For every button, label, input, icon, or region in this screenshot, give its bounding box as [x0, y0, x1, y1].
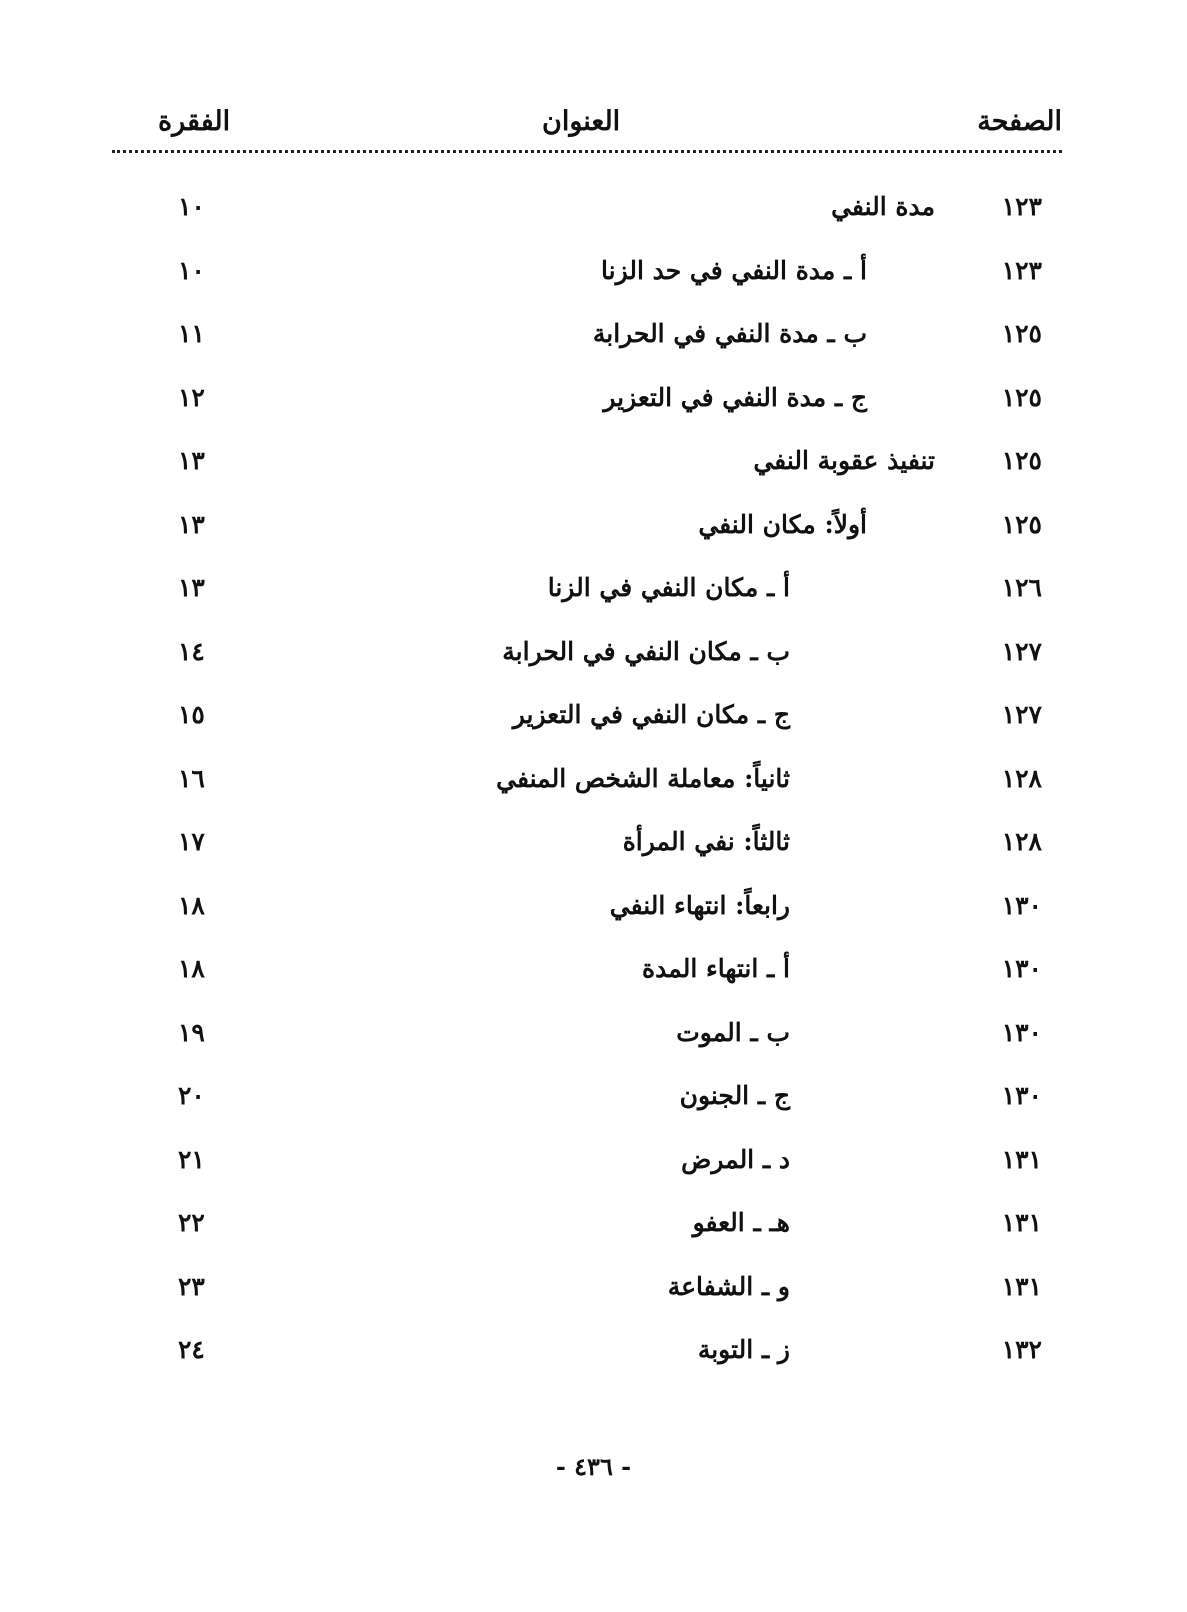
row-paragraph-number: ١٠: [178, 192, 205, 221]
row-title: مدة النفي: [831, 192, 935, 221]
contents-row: [112, 754, 1062, 818]
row-page-number: ١٢٥: [1001, 446, 1042, 475]
row-page-number: ١٢٣: [1001, 192, 1042, 221]
row-title: ب ـ مدة النفي في الحرابة: [592, 319, 867, 348]
row-page-number: ١٢٥: [1001, 382, 1042, 412]
header-page-label: الصفحة: [977, 106, 1062, 137]
row-page-number: ١٢٥: [1001, 509, 1042, 539]
row-page-number: ١٣٠: [1001, 890, 1042, 920]
contents-row: [112, 563, 1062, 627]
header-title-label: العنوان: [542, 106, 621, 137]
row-paragraph-number: ١٣: [178, 446, 205, 475]
row-title: هـ ـ العفو: [692, 1208, 790, 1237]
row-paragraph-number: ١٨: [178, 954, 205, 983]
row-title: ز ـ التوبة: [697, 1335, 790, 1364]
row-paragraph-number: ٢٢: [178, 1208, 205, 1237]
row-page-number: ١٢٣: [1001, 255, 1042, 285]
row-title: و ـ الشفاعة: [667, 1271, 790, 1301]
table-header: [112, 106, 1062, 150]
row-title: د ـ المرض: [681, 1144, 790, 1174]
row-title: ب ـ الموت: [676, 1017, 790, 1047]
row-paragraph-number: ١٥: [178, 700, 205, 729]
row-page-number: ١٢٥: [1001, 319, 1042, 348]
row-title: أ ـ مدة النفي في حد الزنا: [601, 255, 867, 285]
row-page-number: ١٢٦: [1001, 573, 1042, 602]
header-paragraph-label: الفقرة: [158, 106, 231, 137]
contents-row: [112, 373, 1062, 437]
row-title: ب ـ مكان النفي في الحرابة: [502, 636, 790, 666]
contents-row: [112, 246, 1062, 310]
row-paragraph-number: ١٣: [178, 573, 205, 602]
row-title: رابعاً: انتهاء النفي: [609, 890, 790, 920]
row-paragraph-number: ٢٠: [178, 1081, 205, 1110]
row-paragraph-number: ١١: [178, 319, 205, 348]
row-title: ثانياً: معاملة الشخص المنفي: [496, 763, 790, 793]
contents-row: [112, 500, 1062, 564]
dotted-divider: [112, 150, 1062, 153]
row-page-number: ١٢٧: [1001, 700, 1042, 729]
row-page-number: ١٣١: [1001, 1208, 1042, 1237]
row-page-number: ١٣٢: [1001, 1335, 1042, 1364]
row-title: ج ـ الجنون: [679, 1081, 790, 1110]
contents-row: [112, 309, 1062, 373]
row-paragraph-number: ١٣: [178, 509, 205, 539]
row-title: تنفيذ عقوبة النفي: [753, 446, 935, 475]
row-paragraph-number: ١٠: [178, 255, 205, 285]
row-title: ثالثاً: نفي المرأة: [622, 827, 790, 856]
row-paragraph-number: ٢١: [178, 1144, 205, 1174]
row-paragraph-number: ١٢: [178, 382, 205, 412]
contents-row: [112, 690, 1062, 754]
contents-row: [112, 627, 1062, 691]
contents-row: [112, 944, 1062, 1008]
row-page-number: ١٣٠: [1001, 1017, 1042, 1047]
row-title: ج ـ مكان النفي في التعزير: [512, 700, 790, 729]
row-page-number: ١٣٠: [1001, 1081, 1042, 1110]
contents-list: [112, 182, 1062, 1389]
row-title: أ ـ انتهاء المدة: [642, 954, 790, 983]
contents-row: [112, 817, 1062, 881]
row-page-number: ١٢٧: [1001, 636, 1042, 666]
contents-row: [112, 1262, 1062, 1326]
row-page-number: ١٣٠: [1001, 954, 1042, 983]
row-page-number: ١٣١: [1001, 1144, 1042, 1174]
row-page-number: ١٣١: [1001, 1271, 1042, 1301]
row-page-number: ١٢٨: [1001, 827, 1042, 856]
contents-row: [112, 881, 1062, 945]
row-paragraph-number: ٢٤: [178, 1335, 205, 1364]
row-title: ج ـ مدة النفي في التعزير: [603, 382, 867, 412]
contents-row: [112, 1198, 1062, 1262]
contents-row: [112, 1008, 1062, 1072]
page-number: - ٤٣٦ -: [555, 1452, 632, 1481]
row-paragraph-number: ١٩: [178, 1017, 205, 1047]
contents-row: [112, 1071, 1062, 1135]
row-title: أ ـ مكان النفي في الزنا: [547, 573, 790, 602]
row-title: أولاً: مكان النفي: [698, 509, 867, 539]
contents-row: [112, 182, 1062, 246]
row-paragraph-number: ١٧: [178, 827, 205, 856]
row-paragraph-number: ٢٣: [178, 1271, 205, 1301]
row-page-number: ١٢٨: [1001, 763, 1042, 793]
contents-row: [112, 1325, 1062, 1389]
contents-row: [112, 436, 1062, 500]
row-paragraph-number: ١٨: [178, 890, 205, 920]
row-paragraph-number: ١٤: [178, 636, 205, 666]
contents-row: [112, 1135, 1062, 1199]
row-paragraph-number: ١٦: [178, 763, 205, 793]
